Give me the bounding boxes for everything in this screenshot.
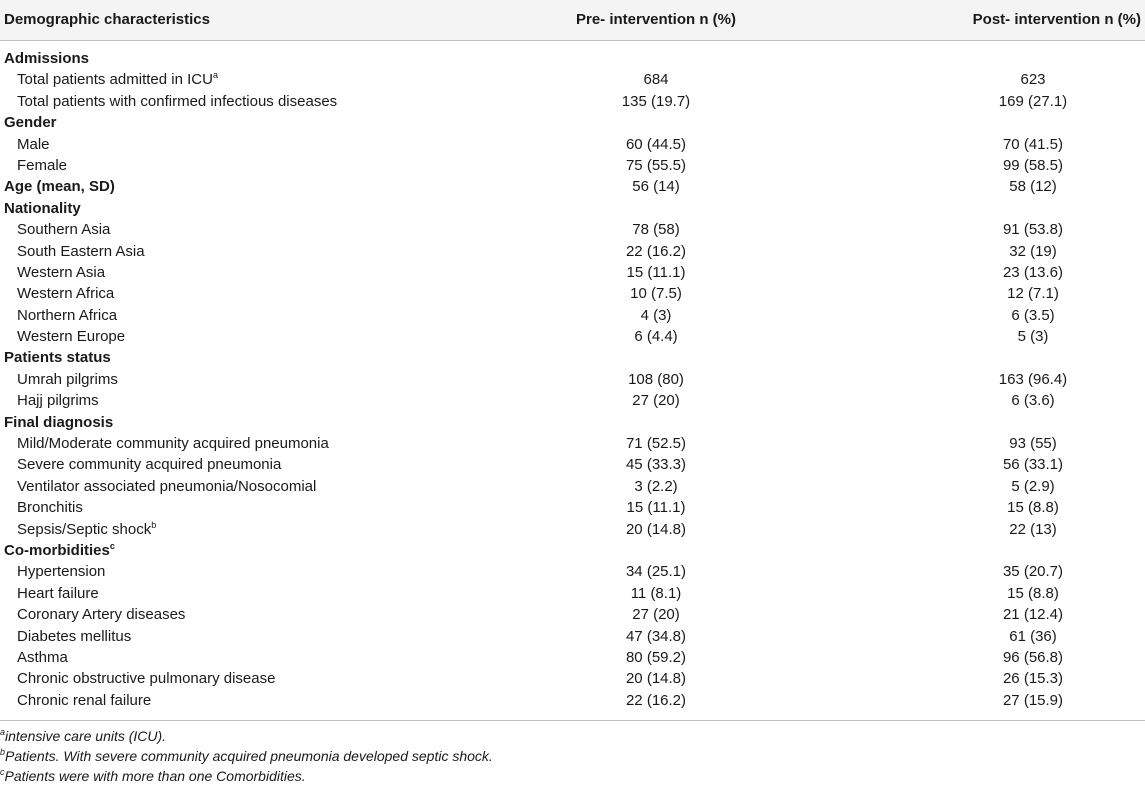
- pre-intervention-value: 78 (58): [632, 221, 680, 239]
- header-pre-intervention: Pre- intervention n (%): [575, 11, 736, 28]
- table-row: [0, 454, 1145, 475]
- post-intervention-value: 22 (13): [1009, 520, 1057, 538]
- row-label-text: Bronchitis: [17, 499, 83, 517]
- pre-intervention-value: 10 (7.5): [630, 285, 682, 303]
- pre-intervention-value: 45 (33.3): [625, 456, 687, 474]
- table-row: [0, 219, 1145, 240]
- table-row: [0, 241, 1145, 262]
- row-label-text: Southern Asia: [17, 221, 111, 239]
- table-row: [0, 668, 1145, 689]
- row-label-text: Age (mean, SD): [4, 178, 115, 196]
- footnote-mark: b: [0, 747, 6, 757]
- pre-intervention-value: 27 (20): [632, 392, 680, 410]
- row-label: [0, 583, 99, 604]
- row-label: [0, 198, 81, 219]
- table-group-row: [0, 540, 1145, 561]
- row-label-text: Western Europe: [17, 328, 126, 346]
- footnote-divider: [0, 720, 1145, 721]
- pre-intervention-value: 22 (16.2): [625, 691, 687, 709]
- table-row: [0, 690, 1145, 711]
- table-row: [0, 69, 1145, 90]
- footnote-marker: a: [212, 70, 218, 81]
- table-row: [0, 519, 1145, 540]
- table-row: [0, 326, 1145, 347]
- row-label: [0, 540, 115, 561]
- row-label-text: Western Africa: [17, 285, 115, 303]
- row-label-text: Severe community acquired pneumonia: [17, 456, 282, 474]
- footnote-mark: a: [0, 727, 6, 737]
- pre-intervention-value: 60 (44.5): [625, 135, 687, 153]
- table-row: [0, 369, 1145, 390]
- table-body: [0, 48, 1145, 711]
- pre-intervention-value: 6 (4.4): [634, 328, 678, 346]
- post-intervention-value: 32 (19): [1009, 242, 1057, 260]
- post-intervention-value: 35 (20.7): [1002, 563, 1064, 581]
- table-row: [0, 305, 1145, 326]
- row-label-text: Chronic obstructive pulmonary disease: [17, 670, 276, 688]
- table-row: [0, 604, 1145, 625]
- footnote: [0, 766, 493, 786]
- row-label-text: Coronary Artery diseases: [17, 606, 186, 624]
- row-label: [0, 155, 67, 176]
- table-group-row: [0, 176, 1145, 197]
- post-intervention-value: 58 (12): [1009, 178, 1057, 196]
- footnotes: [0, 726, 493, 786]
- row-label-text: Total patients with confirmed infectious diseases: [17, 92, 338, 110]
- row-label-text: Female: [17, 156, 68, 174]
- pre-intervention-value: 4 (3): [640, 306, 672, 324]
- row-label: [0, 668, 275, 689]
- pre-intervention-value: 684: [643, 71, 669, 89]
- post-intervention-value: 99 (58.5): [1002, 156, 1064, 174]
- pre-intervention-value: 47 (34.8): [625, 627, 687, 645]
- row-label: [0, 176, 115, 197]
- row-label: [0, 433, 329, 454]
- row-label: [0, 369, 118, 390]
- post-intervention-value: 61 (36): [1009, 627, 1057, 645]
- post-intervention-value: 27 (15.9): [1002, 691, 1064, 709]
- row-label-text: Nationality: [4, 199, 81, 217]
- row-label-text: Heart failure: [17, 584, 99, 602]
- row-label: [0, 326, 125, 347]
- pre-intervention-value: 135 (19.7): [621, 92, 691, 110]
- header-demographic: Demographic characteristics: [4, 11, 210, 28]
- table-row: [0, 626, 1145, 647]
- row-label-text: Ventilator associated pneumonia/Nosocomial: [17, 477, 317, 495]
- row-label-text: Final diagnosis: [4, 413, 114, 431]
- footnote-marker: b: [151, 519, 157, 530]
- pre-intervention-value: 20 (14.8): [625, 670, 687, 688]
- post-intervention-value: 70 (41.5): [1002, 135, 1064, 153]
- table-row: [0, 433, 1145, 454]
- post-intervention-value: 91 (53.8): [1002, 221, 1064, 239]
- pre-intervention-value: 3 (2.2): [634, 477, 678, 495]
- row-label-text: Mild/Moderate community acquired pneumonia: [17, 435, 329, 453]
- row-label-text: Northern Africa: [17, 306, 118, 324]
- post-intervention-value: 12 (7.1): [1007, 285, 1059, 303]
- table-row: [0, 497, 1145, 518]
- row-label: [0, 347, 111, 368]
- row-label-text: Total patients admitted in ICU: [17, 71, 213, 89]
- pre-intervention-value: 27 (20): [632, 606, 680, 624]
- post-intervention-value: 93 (55): [1009, 435, 1057, 453]
- row-label: [0, 454, 281, 475]
- row-label: [0, 48, 89, 69]
- post-intervention-value: 6 (3.6): [1011, 392, 1055, 410]
- row-label-text: Diabetes mellitus: [17, 627, 132, 645]
- row-label: [0, 241, 145, 262]
- pre-intervention-value: 22 (16.2): [625, 242, 687, 260]
- row-label: [0, 69, 218, 90]
- table-row: [0, 583, 1145, 604]
- header-post-intervention: Post- intervention n (%): [972, 11, 1141, 28]
- row-label: [0, 561, 105, 582]
- post-intervention-value: 6 (3.5): [1011, 306, 1055, 324]
- row-label: [0, 626, 131, 647]
- row-label-text: Hajj pilgrims: [17, 392, 99, 410]
- pre-intervention-value: 56 (14): [632, 178, 680, 196]
- row-label: [0, 134, 50, 155]
- table-row: [0, 155, 1145, 176]
- row-label: [0, 112, 57, 133]
- row-label-text: Patients status: [4, 349, 111, 367]
- row-label-text: Admissions: [4, 50, 90, 67]
- table-row: [0, 262, 1145, 283]
- row-label: [0, 690, 151, 711]
- table-row: [0, 647, 1145, 668]
- footnote: [0, 726, 493, 746]
- row-label: [0, 497, 83, 518]
- post-intervention-value: 15 (8.8): [1007, 499, 1059, 517]
- row-label-text: Asthma: [17, 648, 68, 666]
- table-group-row: [0, 198, 1145, 219]
- row-label: [0, 604, 185, 625]
- table-group-row: [0, 48, 1145, 69]
- post-intervention-value: 26 (15.3): [1002, 670, 1064, 688]
- pre-intervention-value: 15 (11.1): [626, 263, 686, 281]
- row-label: [0, 305, 117, 326]
- row-label: [0, 91, 337, 112]
- row-label-text: Chronic renal failure: [17, 691, 152, 709]
- row-label: [0, 412, 113, 433]
- table-group-row: [0, 347, 1145, 368]
- pre-intervention-value: 108 (80): [628, 370, 684, 388]
- table-row: [0, 561, 1145, 582]
- table-header: [0, 0, 1145, 41]
- post-intervention-value: 23 (13.6): [1002, 263, 1064, 281]
- post-intervention-value: 15 (8.8): [1007, 584, 1059, 602]
- table-row: [0, 91, 1145, 112]
- footnote: [0, 746, 493, 766]
- post-intervention-value: 5 (2.9): [1011, 477, 1055, 495]
- row-label-text: South Eastern Asia: [17, 242, 145, 260]
- post-intervention-value: 163 (96.4): [998, 370, 1068, 388]
- pre-intervention-value: 20 (14.8): [625, 520, 687, 538]
- footnote-text: Patients. With severe community acquired pneumonia developed septic shock.: [5, 748, 493, 764]
- row-label-text: Male: [17, 135, 50, 153]
- footnote-text: Patients were with more than one Comorbidities.: [4, 768, 306, 784]
- post-intervention-value: 21 (12.4): [1002, 606, 1064, 624]
- pre-intervention-value: 15 (11.1): [626, 499, 686, 517]
- row-label-text: Sepsis/Septic shock: [17, 520, 152, 538]
- table-row: [0, 134, 1145, 155]
- row-label: [0, 476, 316, 497]
- table-row: [0, 390, 1145, 411]
- post-intervention-value: 623: [1020, 71, 1046, 89]
- pre-intervention-value: 34 (25.1): [625, 563, 687, 581]
- post-intervention-value: 96 (56.8): [1002, 648, 1064, 666]
- post-intervention-value: 56 (33.1): [1002, 456, 1064, 474]
- row-label-text: Western Asia: [17, 263, 106, 281]
- row-label-text: Gender: [4, 114, 57, 132]
- row-label-text: Umrah pilgrims: [17, 370, 118, 388]
- table-row: [0, 476, 1145, 497]
- row-label: [0, 390, 99, 411]
- row-label: [0, 283, 114, 304]
- row-label-text: Hypertension: [17, 563, 106, 581]
- pre-intervention-value: 11 (8.1): [630, 584, 682, 602]
- footnote-marker: c: [109, 540, 115, 551]
- pre-intervention-value: 71 (52.5): [625, 435, 687, 453]
- post-intervention-value: 169 (27.1): [998, 92, 1068, 110]
- row-label-text: Co-morbidities: [4, 541, 110, 559]
- row-label: [0, 519, 156, 540]
- table-group-row: [0, 412, 1145, 433]
- row-label: [0, 262, 105, 283]
- row-label: [0, 219, 110, 240]
- row-label: [0, 647, 68, 668]
- footnote-text: intensive care units (ICU).: [5, 728, 167, 744]
- table-group-row: [0, 112, 1145, 133]
- table-row: [0, 283, 1145, 304]
- pre-intervention-value: 75 (55.5): [625, 156, 687, 174]
- post-intervention-value: 5 (3): [1017, 328, 1049, 346]
- footnote-mark: c: [0, 767, 5, 777]
- pre-intervention-value: 80 (59.2): [625, 648, 687, 666]
